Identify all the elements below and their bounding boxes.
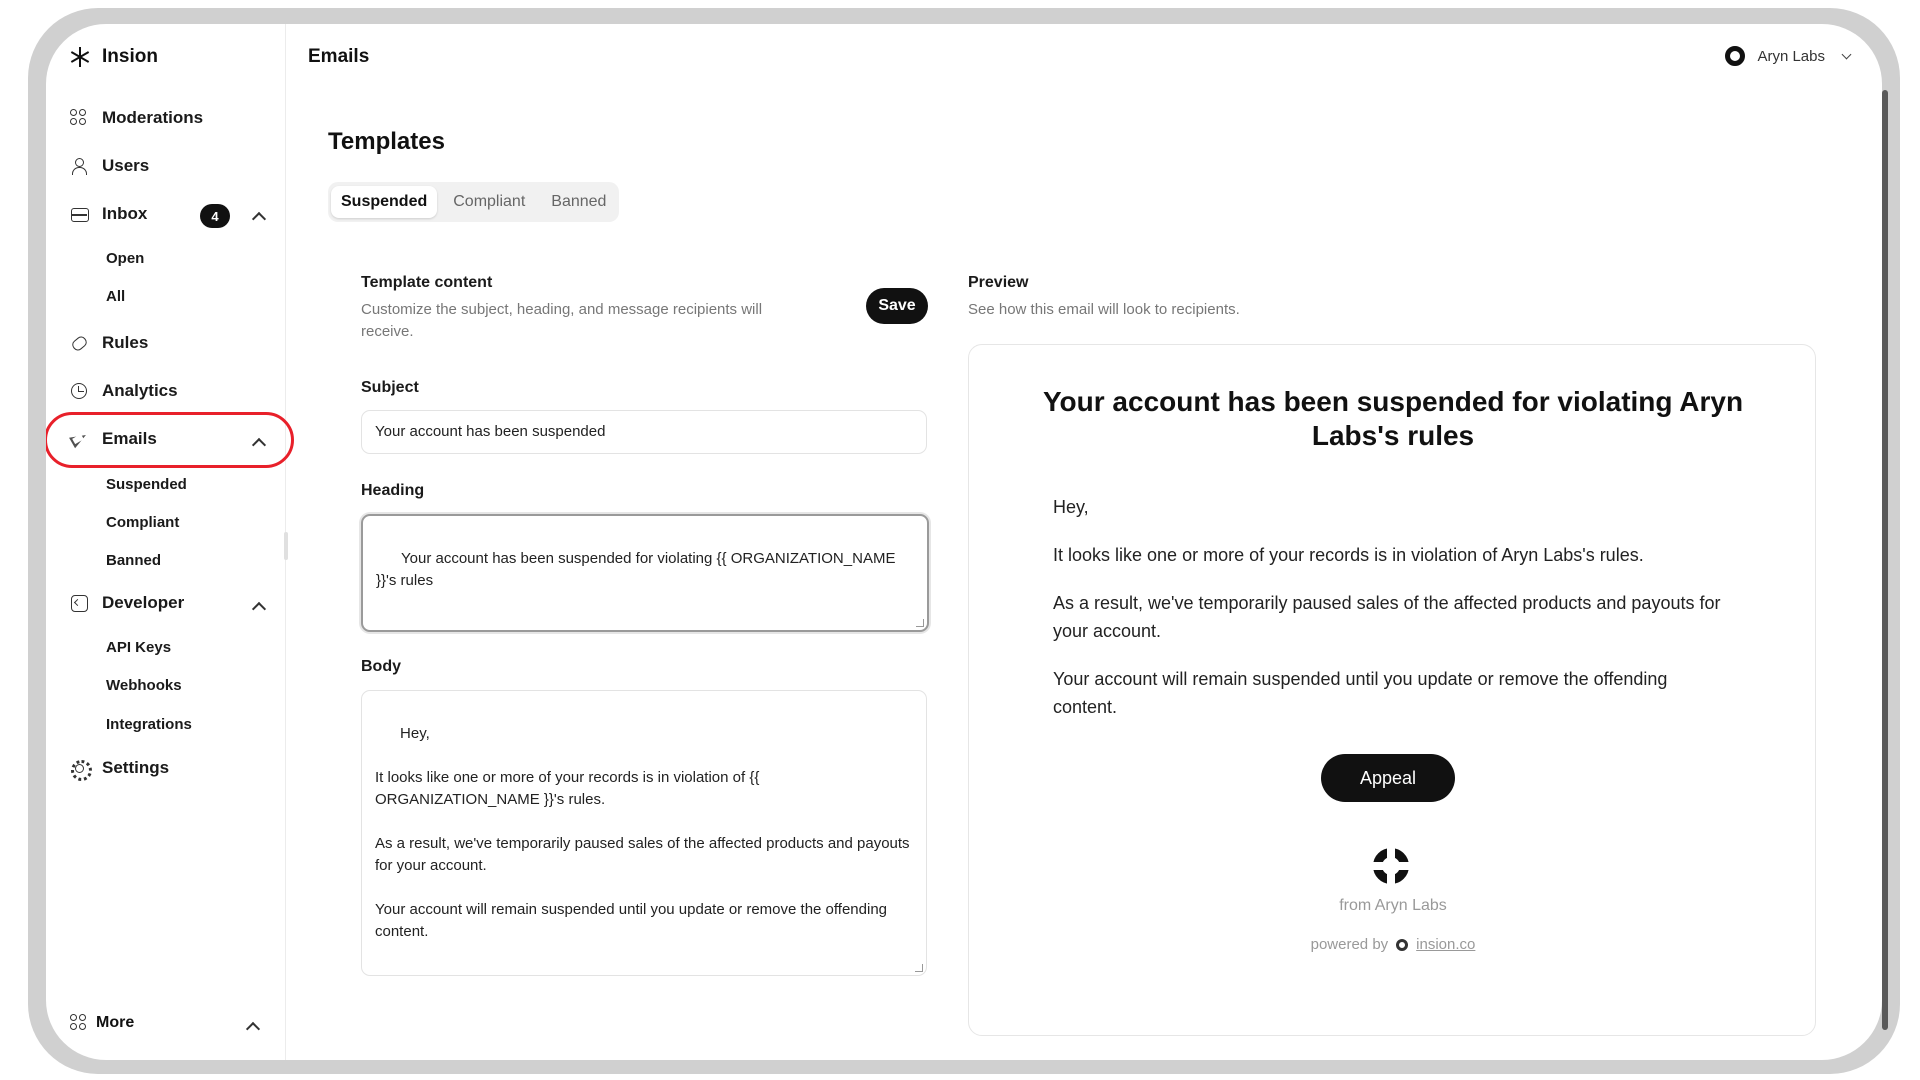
code-icon: [70, 594, 88, 612]
resize-handle-icon[interactable]: [915, 964, 923, 972]
preview-paragraph: As a result, we've temporarily paused sales of the affected products and payouts for your account.: [1053, 593, 1721, 641]
resize-handle-icon[interactable]: [916, 619, 924, 627]
tag-icon: [70, 334, 88, 352]
gear-icon: [70, 759, 88, 777]
sidebar-item-settings[interactable]: [70, 758, 169, 778]
sidebar-item-label: Inbox: [102, 204, 148, 223]
powered-by: [969, 936, 1817, 953]
grid-icon: [70, 1014, 88, 1032]
preview-paragraph: It looks like one or more of your records is in violation of Aryn Labs's rules.: [1053, 545, 1644, 565]
brand[interactable]: [70, 46, 158, 68]
asterisk-logo-icon: [70, 47, 90, 67]
insion-logo-icon: [1396, 939, 1408, 951]
inbox-collapse-chevron-icon[interactable]: [252, 212, 266, 226]
appeal-button[interactable]: Appeal: [1321, 754, 1455, 802]
tab-compliant[interactable]: Compliant: [453, 193, 526, 210]
sidebar-item-rules[interactable]: [70, 333, 148, 353]
preview-title: Preview: [968, 274, 1029, 291]
send-icon: [70, 430, 88, 448]
sidebar-item-label: Users: [102, 156, 150, 175]
body-label: Body: [361, 658, 401, 675]
subject-label: Subject: [361, 379, 419, 396]
developer-collapse-chevron-icon[interactable]: [252, 602, 266, 616]
sidebar-item-label: Developer: [102, 593, 185, 612]
sidebar-subitem-webhooks[interactable]: Webhooks: [106, 677, 182, 694]
sidebar-subitem-api-keys[interactable]: API Keys: [106, 639, 172, 656]
template-tabs: [328, 182, 619, 222]
preview-paragraph: Your account will remain suspended until you update or remove the offending content.: [1053, 669, 1668, 717]
sidebar-item-analytics[interactable]: [70, 381, 178, 401]
clock-icon: [70, 382, 88, 400]
insion-link[interactable]: insion.co: [1416, 936, 1476, 953]
body-textarea[interactable]: [361, 690, 927, 976]
sidebar-subitem-open[interactable]: Open: [106, 250, 145, 267]
app-window: [46, 24, 1882, 1060]
sidebar-item-label: Emails: [102, 429, 157, 448]
email-preview-card: [968, 344, 1816, 1036]
org-logo-icon: [1725, 46, 1745, 66]
sidebar-item-moderations[interactable]: [70, 108, 203, 128]
sidebar-item-label: Settings: [102, 758, 170, 777]
heading-textarea-value: Your account has been suspended for violating {{ ORGANIZATION_NAME }}'s rules: [376, 550, 900, 589]
preview-greeting: Hey,: [1053, 497, 1089, 517]
page-title: Emails: [308, 46, 370, 67]
sidebar-subitem-integrations[interactable]: Integrations: [106, 716, 192, 733]
save-button[interactable]: Save: [866, 288, 928, 324]
window-scrollbar[interactable]: [1882, 90, 1888, 1030]
heading-label: Heading: [361, 482, 425, 499]
org-logo-icon: [1373, 848, 1409, 884]
brand-name: Insion: [102, 46, 158, 67]
sidebar-more-button[interactable]: [70, 1014, 134, 1032]
org-name: Aryn Labs: [1757, 47, 1825, 65]
sidebar-more-label: More: [96, 1014, 135, 1031]
org-switcher[interactable]: [1725, 46, 1850, 66]
section-title: Templates: [328, 128, 445, 155]
template-content-title: Template content: [361, 274, 493, 291]
sidebar-item-users[interactable]: [70, 156, 149, 176]
sidebar-item-label: Analytics: [102, 381, 178, 400]
subject-input[interactable]: Your account has been suspended: [361, 410, 927, 454]
sidebar-subitem-compliant[interactable]: Compliant: [106, 514, 180, 531]
sidebar-subitem-suspended[interactable]: Suspended: [106, 476, 187, 493]
sidebar: [46, 24, 286, 1060]
users-icon: [70, 157, 88, 175]
preview-description: See how this email will look to recipients.: [968, 301, 1240, 318]
sidebar-scrollbar[interactable]: [284, 532, 288, 560]
more-chevron-icon[interactable]: [246, 1022, 260, 1036]
preview-from-text: from Aryn Labs: [1339, 897, 1447, 914]
sidebar-item-developer[interactable]: [70, 593, 184, 613]
preview-email-heading: Your account has been suspended for violating Aryn Labs's rules: [1042, 386, 1744, 451]
tab-banned[interactable]: Banned: [551, 193, 607, 210]
sidebar-item-inbox[interactable]: [70, 204, 147, 224]
sidebar-subitem-all[interactable]: All: [106, 288, 126, 305]
sidebar-item-label: Moderations: [102, 108, 204, 127]
inbox-count-badge: 4: [200, 204, 230, 228]
powered-by-label: powered by: [1310, 936, 1389, 953]
tab-suspended[interactable]: Suspended: [331, 186, 437, 218]
heading-textarea[interactable]: [361, 514, 929, 632]
inbox-icon: [70, 205, 88, 223]
chevron-down-icon: [1842, 49, 1852, 59]
body-textarea-value: Hey, It looks like one or more of your records is in violation of {{ ORGANIZATION_NAME }}'s rules. As a result, we've temporarily paused sales of the affected products and payouts for your account. Your account will remain suspended until you update or remove the offending content.: [375, 725, 910, 940]
grid-icon: [70, 109, 88, 127]
sidebar-subitem-banned[interactable]: Banned: [106, 552, 162, 569]
template-content-description: Customize the subject, heading, and message recipients will receive.: [361, 301, 763, 340]
sidebar-item-label: Rules: [102, 333, 149, 352]
sidebar-item-emails[interactable]: [70, 429, 157, 449]
